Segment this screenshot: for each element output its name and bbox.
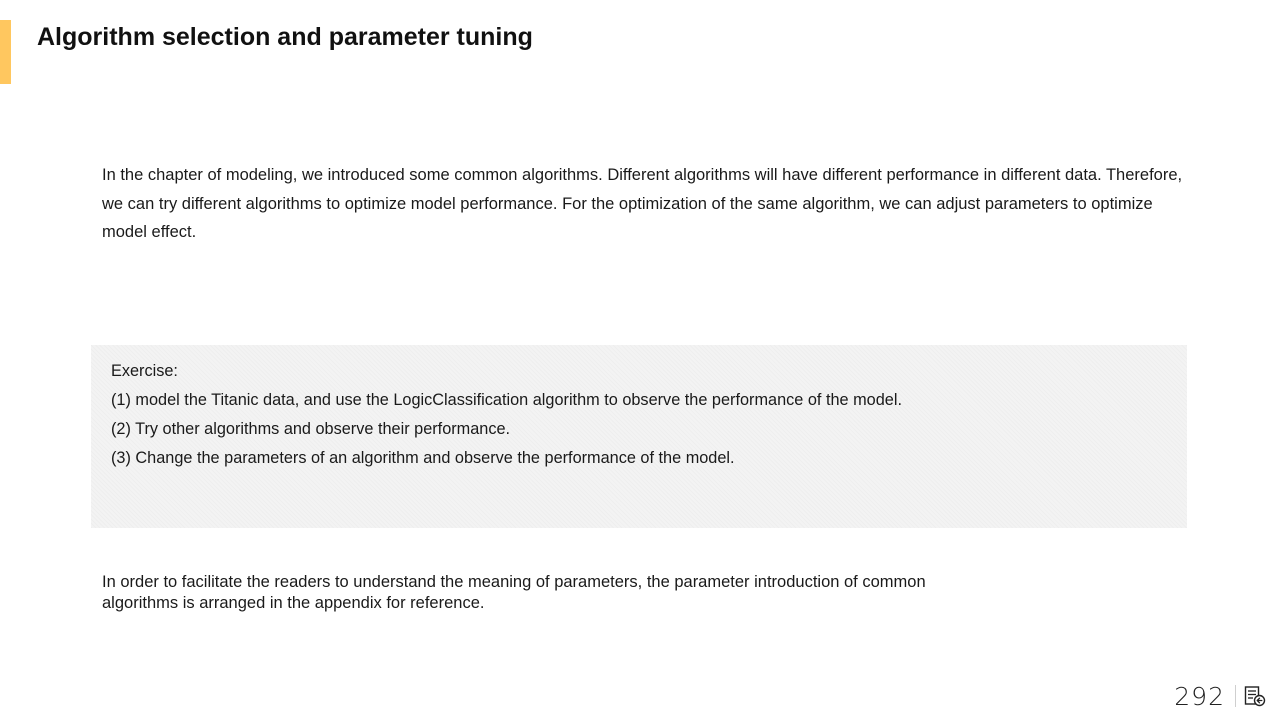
footer-divider bbox=[1235, 685, 1236, 707]
exercise-box bbox=[91, 345, 1187, 528]
slide-footer bbox=[1174, 682, 1266, 710]
exercise-heading: Exercise: bbox=[111, 362, 178, 380]
exercise-item: (2) Try other algorithms and observe their performance. bbox=[111, 420, 511, 438]
page-number: 292 bbox=[1174, 681, 1225, 711]
exercise-item: (3) Change the parameters of an algorithm and observe the performance of the model. bbox=[111, 449, 735, 467]
intro-paragraph: In the chapter of modeling, we introduced some common algorithms. Different algorithms will have different performance in different data. Therefore, we can try different algorithms to optimize model performance. For the optimization of the same algorithm, we can adjust parameters to optimize model effect. bbox=[102, 166, 1183, 242]
document-icon bbox=[1244, 685, 1266, 707]
slide-title: Algorithm selection and parameter tuning bbox=[37, 23, 533, 51]
exercise-item: (1) model the Titanic data, and use the LogicClassification algorithm to observe the performance of the model. bbox=[111, 391, 902, 409]
appendix-note: In order to facilitate the readers to understand the meaning of parameters, the parameter introduction of common algorithms is arranged in the appendix for reference. bbox=[102, 573, 926, 612]
title-accent-bar bbox=[0, 20, 11, 84]
